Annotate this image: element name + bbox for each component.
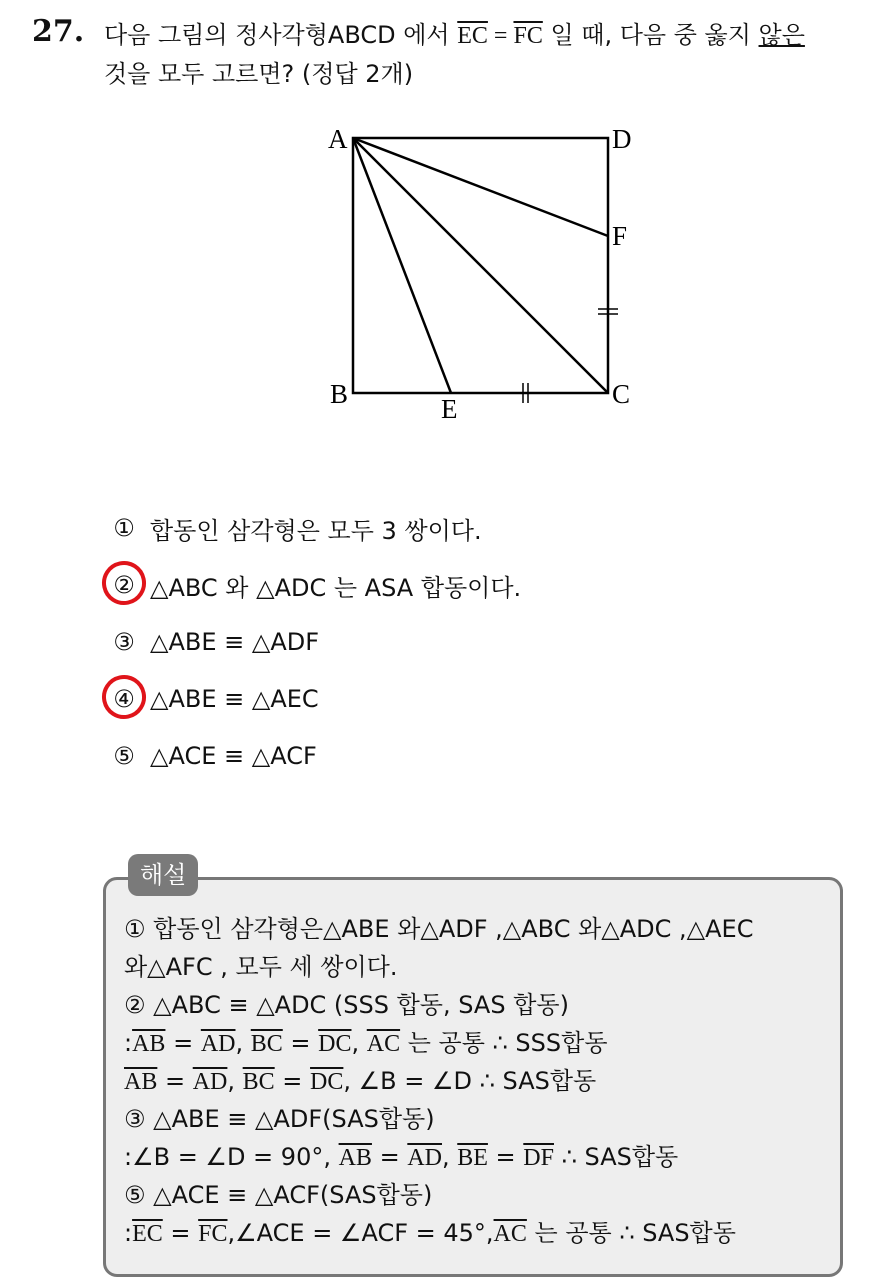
choice-text: 합동인 삼각형은 모두 3 쌍이다. <box>150 516 482 545</box>
explanation-line-1: ① 합동인 삼각형은△ABE 와△ADF ,△ABC 와△ADC ,△AEC <box>124 915 754 943</box>
segment-fc: $\overline{FC}$ <box>513 23 543 49</box>
label-b: B <box>330 379 349 409</box>
explanation-tag: 해설 <box>128 854 198 896</box>
choice-text: △ABE ≡ △ADF <box>150 628 320 656</box>
choice-2[interactable] <box>110 565 521 605</box>
explanation-line-8: ⑤ △ACE ≡ △ACF(SAS합동) <box>124 1181 433 1209</box>
label-e: E <box>441 394 458 424</box>
choice-number: ② <box>110 571 138 599</box>
segment-ec: $\overline{EC}$ <box>457 23 488 49</box>
label-a: A <box>328 124 348 154</box>
question-line1-start: 다음 그림의 정사각형ABCD 에서 <box>104 21 458 49</box>
explanation-line-2: 와△AFC , 모두 세 쌍이다. <box>124 953 398 981</box>
question-number: 27. <box>32 14 85 49</box>
label-f: F <box>612 221 628 251</box>
choice-text: △ACE ≡ △ACF <box>150 742 317 770</box>
segment-af <box>353 138 608 236</box>
choice-number: ④ <box>110 685 138 713</box>
label-c: C <box>612 379 631 409</box>
explanation-line-6: ③ △ABE ≡ △ADF(SAS합동) <box>124 1105 435 1133</box>
explanation-line-7: :∠B = ∠D = 90°, $\overline{AB} = \overline{AD}$, $\overline{BE} = \overline{DF}$ ∴ SAS합동 <box>124 1143 679 1171</box>
square-figure <box>320 118 650 428</box>
choice-number: ⑤ <box>113 742 135 770</box>
segment-ae <box>353 138 451 393</box>
choice-1[interactable] <box>110 508 482 548</box>
red-circle-mark <box>98 671 150 723</box>
choice-4[interactable] <box>110 679 319 719</box>
choice-text: △ABE ≡ △AEC <box>150 685 319 713</box>
choice-number: ① <box>113 514 135 542</box>
explanation-line-4: $:\overline{AB} = \overline{AD}$, $\overline{BC} = \overline{DC}$, $\overline{AC}$ 는 공통 ∴ SSS합동 <box>124 1029 608 1057</box>
choice-3[interactable] <box>110 622 319 662</box>
choice-5[interactable] <box>110 736 317 776</box>
question-emphasis: 않은 <box>758 21 805 49</box>
question-line1-end: 일 때, 다음 중 옳지 <box>542 21 759 49</box>
explanation-line-3: ② △ABC ≡ △ADC (SSS 합동, SAS 합동) <box>124 991 569 1019</box>
question-text <box>104 16 874 93</box>
choice-text: △ABC 와 △ADC 는 ASA 합동이다. <box>150 573 522 602</box>
choice-number: ③ <box>113 628 135 656</box>
red-circle-mark <box>98 557 150 609</box>
label-d: D <box>612 124 632 154</box>
question-line2: 것을 모두 고르면? (정답 2개) <box>104 60 414 88</box>
explanation-line-9: $:\overline{EC}$ = $\overline{FC},\angle ACE$ = ∠ACF = $45^\circ,\overline{AC}$ 는 공통 ∴ SAS합동 <box>124 1219 736 1247</box>
segment-ac <box>353 138 608 393</box>
explanation-line-5: $\overline{AB} = \overline{AD}$, $\overline{BC} = \overline{DC}$, ∠B = ∠D ∴ SAS합동 <box>124 1067 597 1095</box>
equals-sign: = <box>487 23 514 49</box>
